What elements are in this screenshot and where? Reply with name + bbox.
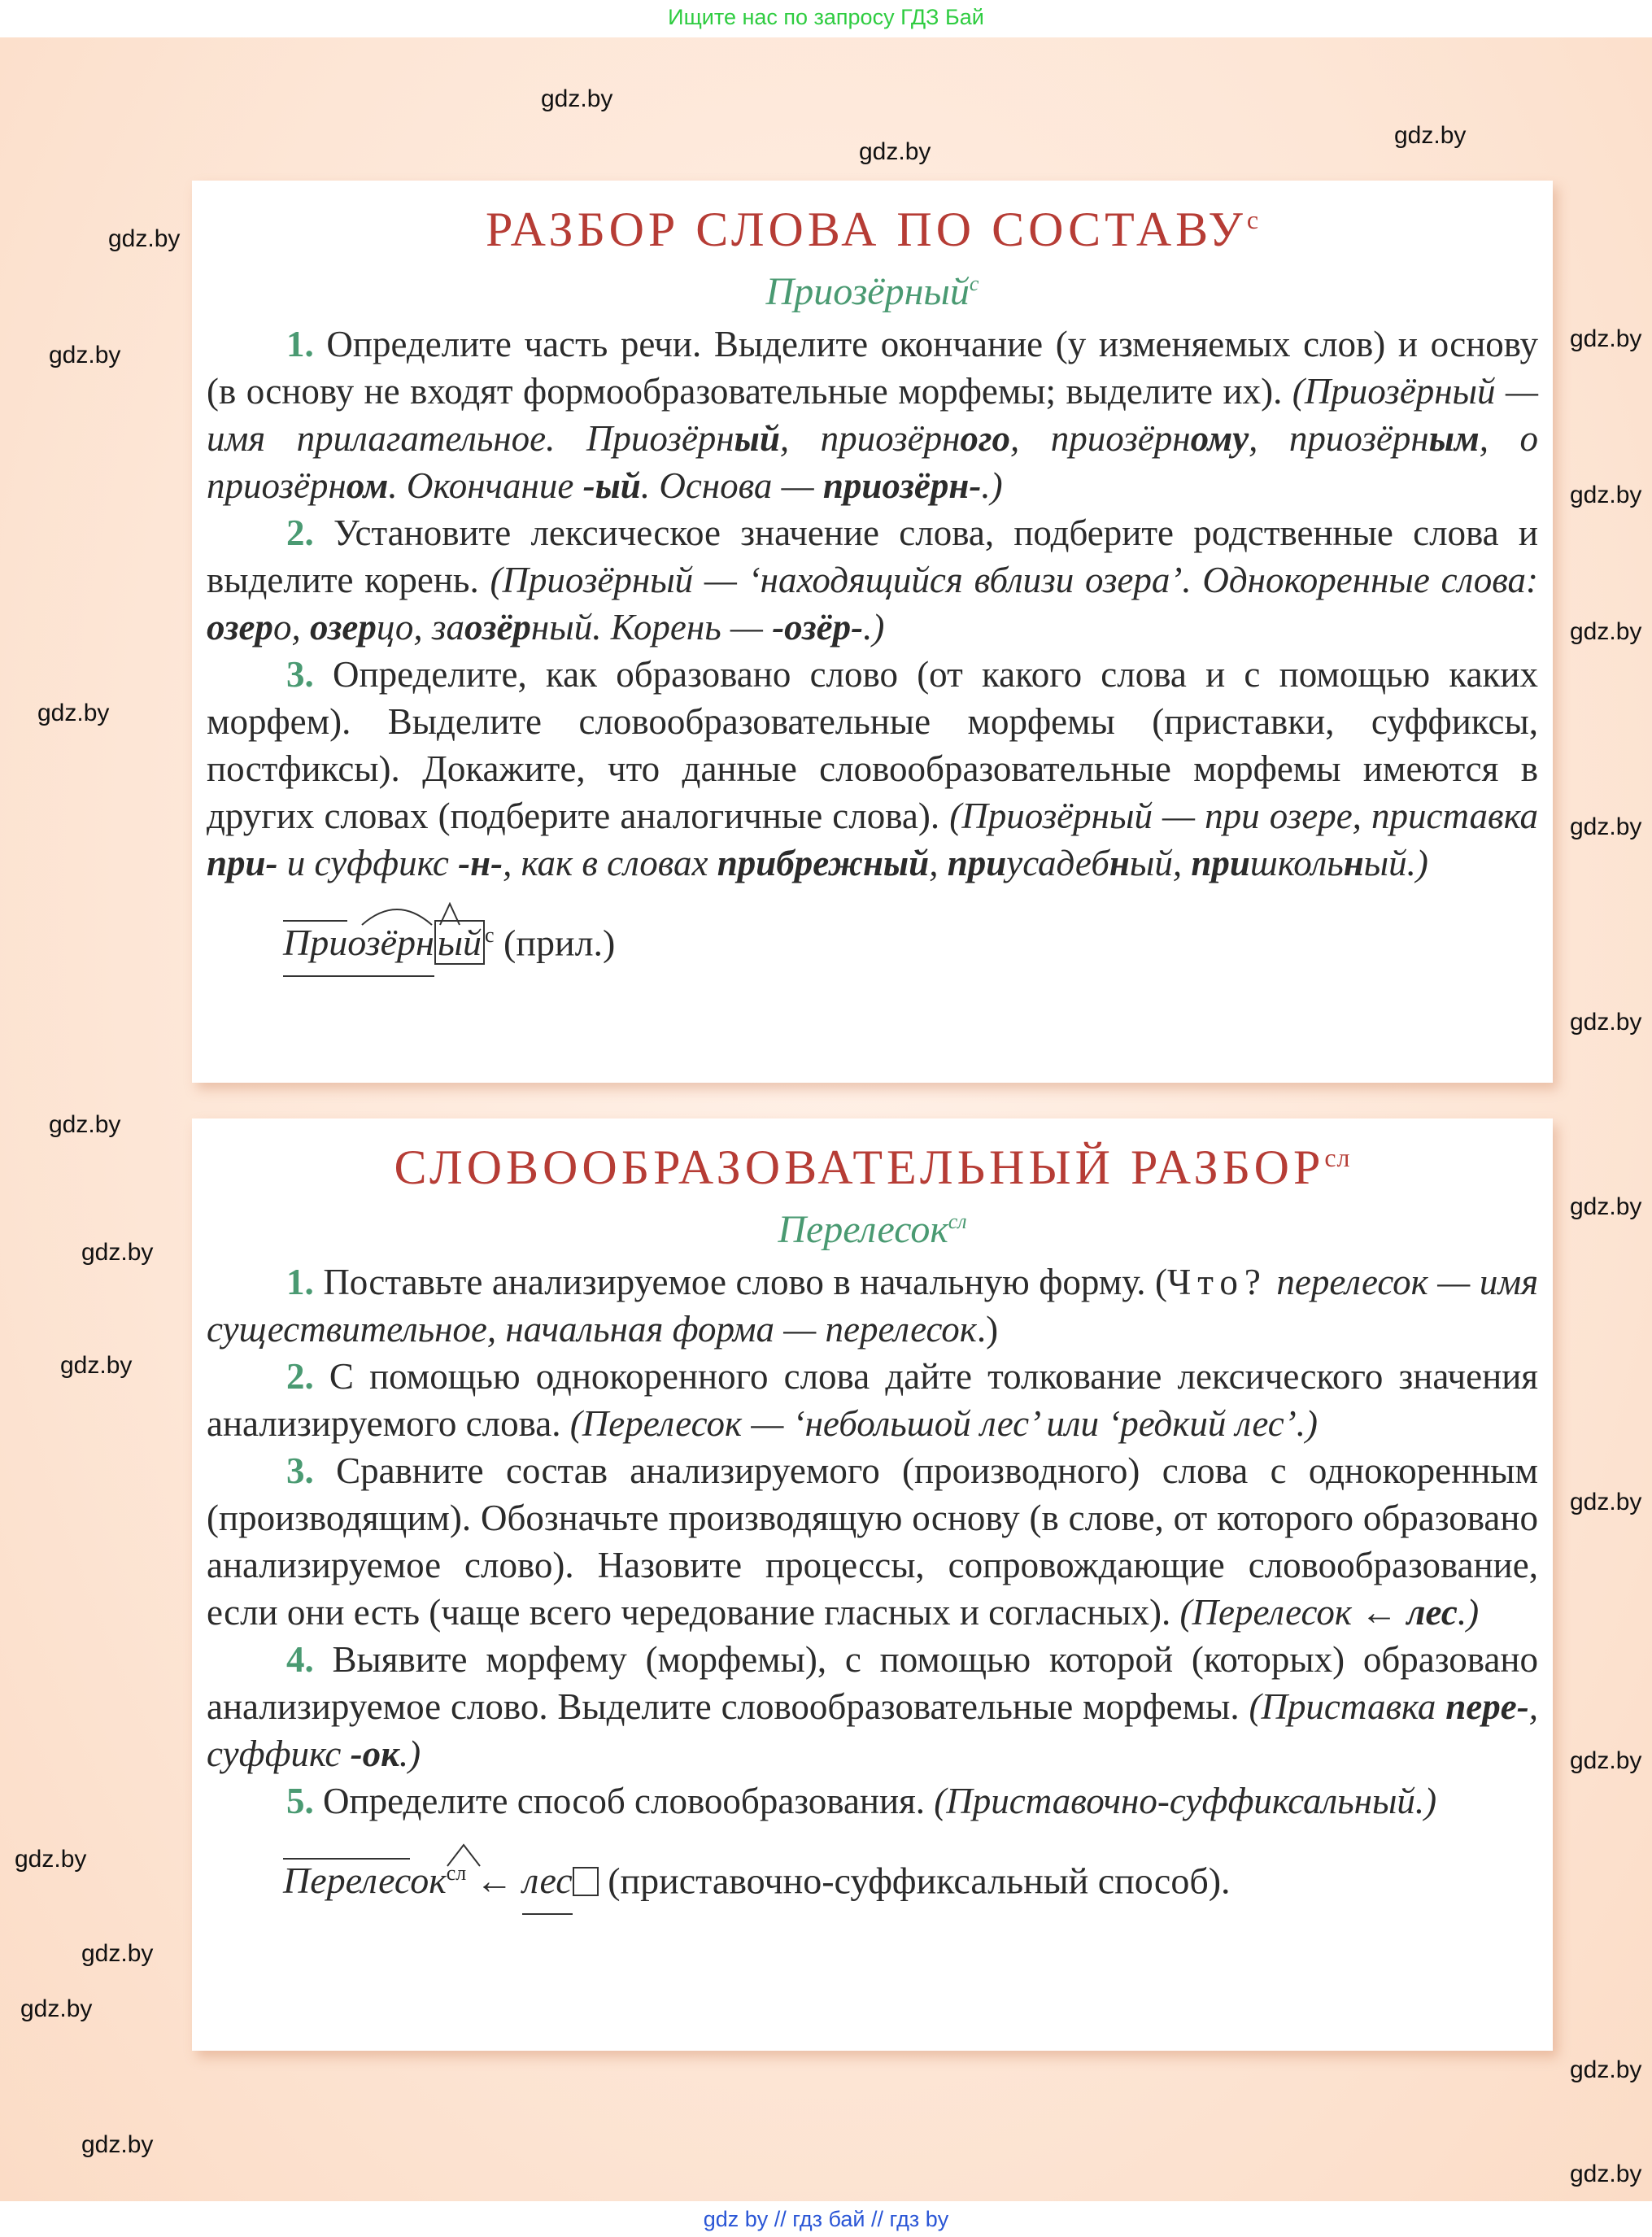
suffix-morpheme: н	[416, 922, 434, 964]
step-number: 2.	[286, 1356, 314, 1397]
step-text: , о приозёрн	[207, 418, 1539, 506]
instruction-step	[207, 1447, 1538, 1636]
step-text: ,	[929, 843, 948, 883]
derived-word	[283, 1848, 447, 1913]
watermark: gdz.by	[1570, 618, 1642, 645]
step-text: ый.)	[1363, 843, 1428, 883]
step-text: .)	[1457, 1592, 1480, 1633]
step-text: н	[1343, 843, 1364, 883]
section-title	[192, 181, 1553, 258]
instruction-step	[207, 1777, 1538, 1825]
step-text: цо, за	[376, 607, 464, 648]
watermark: gdz.by	[49, 342, 121, 368]
step-text: Выявите морфему (морфемы), с помощью которой (которых) образовано анализируемое слово. Выделите словообразовательные морфемы.	[207, 1639, 1538, 1727]
instruction-step	[207, 651, 1538, 887]
step-text: Определите способ словообразования.	[313, 1781, 935, 1821]
prefix-morpheme: Пере	[283, 1860, 361, 1902]
step-text: Что?	[1167, 1262, 1267, 1302]
card-word-formation-analysis	[192, 1118, 1553, 2051]
step-text: .)	[981, 465, 1003, 506]
derivation-arrow: ←	[466, 1860, 523, 1902]
instructions	[207, 321, 1538, 977]
watermark: gdz.by	[1570, 482, 1642, 508]
step-text: С помощью однокоренного слова дайте толкование лексического значения анализируемого слова.	[207, 1356, 1538, 1444]
suffix-morpheme: ок	[410, 1860, 447, 1902]
bottom-banner	[0, 2201, 1652, 2237]
instruction-step	[207, 1353, 1538, 1447]
instructions	[207, 1258, 1538, 1915]
watermark: gdz.by	[541, 85, 613, 112]
top-banner-text[interactable]: Ищите нас по запросу ГДЗ Бай	[668, 5, 984, 29]
step-text: ым	[1428, 418, 1480, 459]
watermark: gdz.by	[1570, 1009, 1642, 1036]
step-text: при-	[207, 843, 278, 883]
word-analysis	[207, 1841, 1538, 1915]
watermark: gdz.by	[37, 700, 110, 726]
step-number: 1.	[286, 1262, 314, 1302]
method-note: (приставочно-суффиксальный способ).	[598, 1860, 1231, 1902]
instruction-step	[207, 1636, 1538, 1777]
watermark: gdz.by	[81, 1940, 154, 1967]
suffix-mark-icon	[446, 1843, 486, 1868]
step-text: ого	[960, 418, 1011, 459]
step-text: Поставьте анализируемое слово в начальную форму. (	[313, 1262, 1168, 1302]
step-text: Установите лексическое значение слова, подберите родственные слова и выделите корень.	[207, 512, 1538, 600]
watermark: gdz.by	[15, 1846, 87, 1873]
step-text: при	[947, 843, 1007, 883]
top-banner	[0, 0, 1652, 37]
root-arc-and-suffix-mark-icon	[360, 902, 466, 927]
watermark: gdz.by	[81, 2131, 154, 2158]
word-analysis	[207, 903, 1538, 977]
step-text: .)	[399, 1733, 421, 1774]
step-text: , как в словах	[503, 843, 717, 883]
step-text: , приозёрн	[779, 418, 961, 459]
bottom-banner-links[interactable]: gdz by // гдз бай // гдз by	[703, 2207, 949, 2231]
step-text: , приозёрн	[1249, 418, 1429, 459]
zero-ending-box	[573, 1867, 599, 1896]
section-title-text: РАЗБОР СЛОВА ПО СОСТАВУ	[485, 203, 1247, 256]
ending-morpheme: ый	[434, 920, 485, 965]
step-text: Определите часть речи. Выделите окончание (у изменяемых слов) и основу (в основу не входят формообразовательные морфемы; выделите их).	[207, 324, 1538, 412]
watermark: gdz.by	[1570, 1747, 1642, 1774]
paragraph-list	[207, 1258, 1538, 1825]
watermark: gdz.by	[1570, 1489, 1642, 1515]
instruction-step	[207, 1258, 1538, 1353]
example-word-sup: сл	[948, 1210, 967, 1233]
section-title-sup: сл	[1324, 1143, 1351, 1172]
step-text: -н-	[458, 843, 503, 883]
analysis-sup: сл	[446, 1861, 467, 1885]
step-text: -ок	[350, 1733, 399, 1774]
step-text: ный. Корень —	[530, 607, 773, 648]
watermark: gdz.by	[81, 1239, 154, 1266]
step-text: озер	[207, 607, 273, 648]
step-text: Определите, как образовано слово (от какого слова и с помощью каких морфем). Выделите словообразовательные морфемы (приставки, суффиксы, постфиксы). Докажите, что данные словообразовательные морфемы имеются в других словах (подберите аналогичные слова).	[207, 654, 1538, 836]
paragraph-list	[207, 321, 1538, 887]
step-text: ый	[734, 418, 780, 459]
step-number: 4.	[286, 1639, 314, 1680]
card-morphemic-analysis	[192, 181, 1553, 1083]
example-word	[192, 1207, 1553, 1252]
step-text: (Перелесок ←	[1179, 1592, 1407, 1633]
example-word-text: Приозёрный	[765, 270, 970, 313]
step-text: приозёрн-	[822, 465, 982, 506]
watermark: gdz.by	[20, 1995, 93, 2022]
step-text: .)	[863, 607, 885, 648]
step-text: пере-	[1445, 1686, 1529, 1727]
step-text: . Основа —	[640, 465, 823, 506]
example-word-text: Перелесок	[778, 1208, 948, 1251]
watermark: gdz.by	[1570, 2161, 1642, 2187]
watermark: gdz.by	[1570, 325, 1642, 352]
watermark: gdz.by	[1570, 813, 1642, 840]
step-text: перелесок — имя существительное, начальная форма — перелесок	[207, 1262, 1538, 1350]
analysis-sup: с	[484, 923, 495, 947]
root-morpheme: озёр	[347, 922, 416, 964]
step-number: 5.	[286, 1781, 314, 1821]
step-text: ом	[346, 465, 389, 506]
root-morpheme: лес	[360, 1860, 411, 1902]
step-text: школь	[1249, 843, 1344, 883]
step-text: Сравните состав анализируемого (производного) слова с однокоренным (производящим). Обозначьте производящую основу (в слове, от которого образовано анализируемое слово). Назовите процессы, сопровождающие словообразование, если они есть (чаще всего чередование гласных и согласных).	[207, 1450, 1538, 1633]
watermark: gdz.by	[859, 138, 931, 165]
word-stem	[283, 910, 434, 977]
instruction-step	[207, 321, 1538, 509]
step-text: (Приозёрный — при озере, приставка	[949, 796, 1539, 836]
section-title-text: СЛОВООБРАЗОВАТЕЛЬНЫЙ РАЗБОР	[394, 1140, 1325, 1194]
step-text: озёр	[464, 607, 531, 648]
step-text: н	[1109, 843, 1130, 883]
step-text: усадеб	[1006, 843, 1109, 883]
step-number: 3.	[286, 1450, 314, 1491]
step-text: (Перелесок — ‘небольшой лес’ или ‘редкий лес’.)	[569, 1403, 1318, 1444]
watermark: gdz.by	[60, 1352, 133, 1379]
step-text: .)	[976, 1309, 999, 1350]
watermark: gdz.by	[1394, 122, 1467, 149]
part-of-speech-note: (прил.)	[494, 922, 616, 964]
step-text: прибрежный	[717, 843, 930, 883]
step-text: -озёр-	[772, 607, 864, 648]
step-number: 2.	[286, 512, 314, 553]
section-title	[192, 1118, 1553, 1196]
step-text: и суффикс	[277, 843, 459, 883]
step-number: 1.	[286, 324, 314, 364]
step-text: при	[1191, 843, 1250, 883]
step-text	[1267, 1262, 1277, 1302]
watermark: gdz.by	[1570, 2056, 1642, 2083]
step-text: . Окончание	[388, 465, 583, 506]
step-text: , приозёрн	[1010, 418, 1191, 459]
step-text: лес	[1406, 1592, 1458, 1633]
watermark: gdz.by	[1570, 1193, 1642, 1220]
instruction-step	[207, 509, 1538, 651]
step-text: (Приставка	[1249, 1686, 1446, 1727]
prefix-morpheme: При	[283, 922, 348, 964]
step-text: , суффикс	[207, 1686, 1538, 1774]
watermark: gdz.by	[49, 1111, 121, 1138]
watermark: gdz.by	[108, 225, 181, 252]
step-text: ый,	[1129, 843, 1192, 883]
step-number: 3.	[286, 654, 314, 695]
example-word	[192, 269, 1553, 314]
step-text: (Приозёрный — имя прилагательное. Приозёрн	[207, 371, 1538, 459]
step-text: (Приставочно-суффиксальный.)	[934, 1781, 1437, 1821]
base-word: лес	[522, 1848, 572, 1915]
step-text: о,	[272, 607, 310, 648]
section-title-sup: с	[1246, 205, 1260, 234]
example-word-sup: с	[969, 272, 979, 295]
step-text: ому	[1190, 418, 1249, 459]
step-text: -ый	[582, 465, 641, 506]
step-text: (Приозёрный — ‘находящийся вблизи озера’. Однокоренные слова:	[490, 560, 1538, 600]
step-text: озер	[309, 607, 377, 648]
